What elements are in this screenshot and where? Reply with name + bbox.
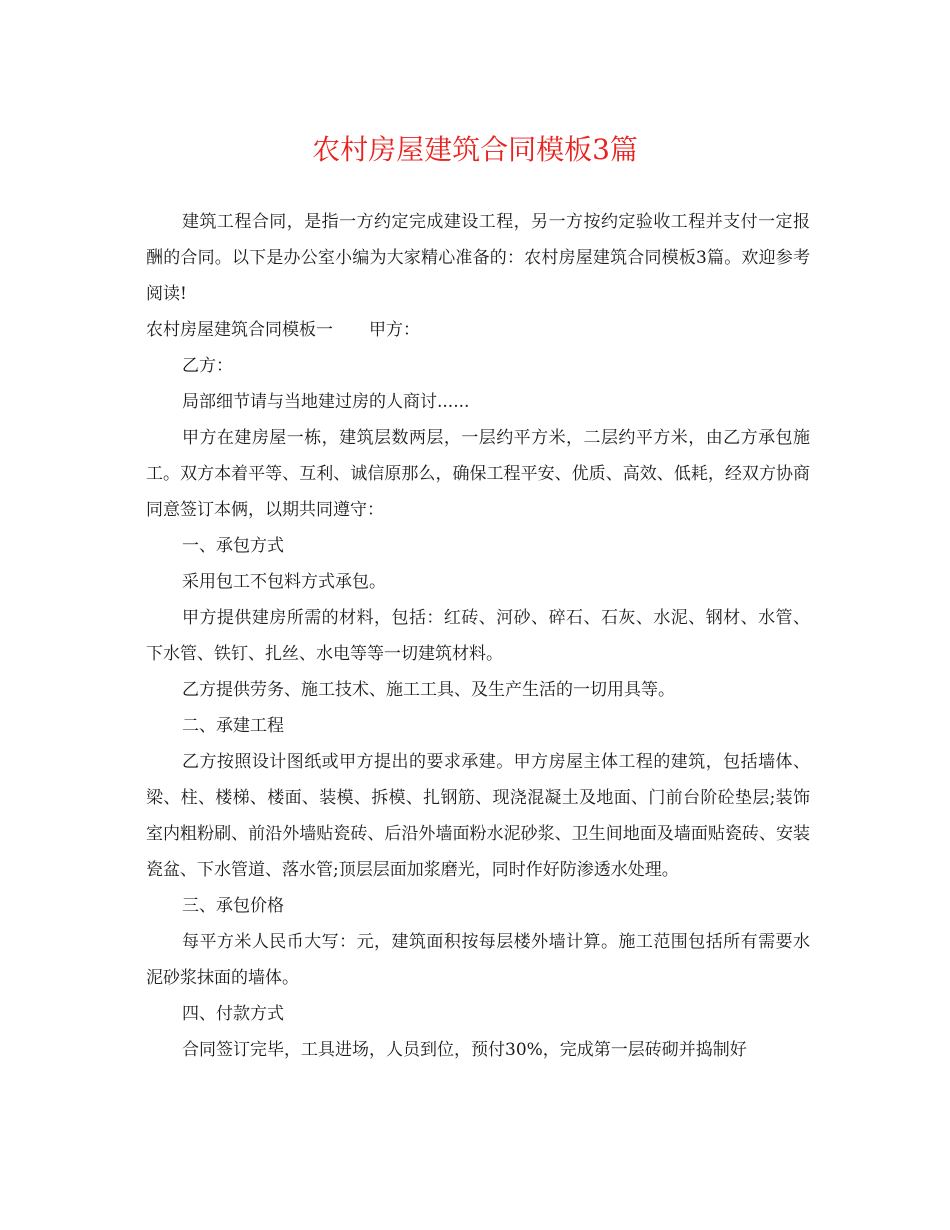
document-title: 农村房屋建筑合同模板3篇 [312, 133, 638, 166]
template-heading-line [146, 312, 810, 348]
section-paragraph: 乙方按照设计图纸或甲方提出的要求承建。甲方房屋主体工程的建筑，包括墙体、梁、柱、楼梯、楼面、装模、拆模、扎钢筋、现浇混凝土及地面、门前台阶砼垫层;装饰室内粗粉刷、前沿外墙贴瓷砖、后沿外墙面粉水泥砂浆、卫生间地面及墙面贴瓷砖、安装瓷盆、下水管道、落水管;顶层层面加浆磨光，同时作好防渗透水处理。 [146, 752, 810, 880]
template-heading: 农村房屋建筑合同模板一 [146, 320, 333, 340]
document-body [146, 204, 810, 1068]
section-paragraph: 每平方米人民币大写：元，建筑面积按每层楼外墙计算。施工范围包括所有需要水泥砂浆抹面的墙体。 [146, 932, 810, 988]
party-a-label: 甲方： [369, 320, 420, 340]
party-b-label: 乙方： [182, 356, 233, 376]
details-note: 局部细节请与当地建过房的人商讨...... [182, 392, 470, 412]
section-heading: 二、承建工程 [182, 716, 284, 736]
section-paragraph: 采用包工不包料方式承包。 [182, 572, 386, 592]
section-heading: 四、付款方式 [182, 1004, 284, 1024]
intro-paragraph: 建筑工程合同，是指一方约定完成建设工程，另一方按约定验收工程并支付一定报酬的合同。以下是办公室小编为大家精心准备的：农村房屋建筑合同模板3篇。欢迎参考阅读! [146, 212, 810, 304]
section-heading: 三、承包价格 [182, 896, 284, 916]
section-paragraph: 合同签订完毕，工具进场，人员到位，预付30%，完成第一层砖砌并捣制好 [182, 1040, 747, 1060]
section-paragraph: 甲方提供建房所需的材料，包括：红砖、河砂、碎石、石灰、水泥、钢材、水管、下水管、铁钉、扎丝、水电等等一切建筑材料。 [146, 608, 810, 664]
section-paragraph: 乙方提供劳务、施工技术、施工工具、及生产生活的一切用具等。 [182, 680, 675, 700]
overview-paragraph: 甲方在建房屋一栋，建筑层数两层，一层约平方米，二层约平方米，由乙方承包施工。双方本着平等、互利、诚信原那么，确保工程平安、优质、高效、低耗，经双方协商同意签订本俩，以期共同遵守： [146, 428, 810, 520]
section-heading: 一、承包方式 [182, 536, 284, 556]
